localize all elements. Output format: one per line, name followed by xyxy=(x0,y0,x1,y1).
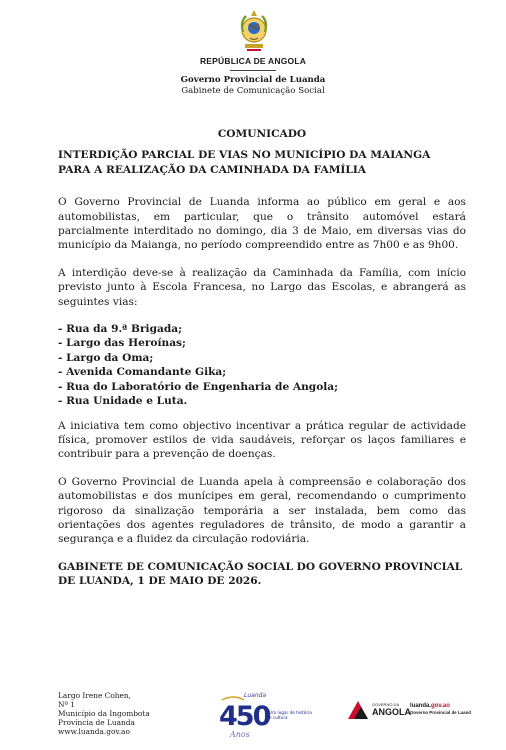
road-item: - Avenida Comandante Gika; xyxy=(58,366,227,379)
anniv-script: Anos xyxy=(230,730,250,739)
address-line: Largo Irene Cohen, xyxy=(58,691,132,700)
governo-angola-logo xyxy=(346,697,471,723)
footer-address xyxy=(58,691,150,736)
communique-title: COMUNICADO xyxy=(217,128,307,140)
address-line: Município da Ingombota xyxy=(58,709,150,718)
anniv-tagline: e cultura xyxy=(269,715,288,720)
paragraph-1: O Governo Provincial de Luanda informa ao público em geral e aos automobilistas, em particular, que o trânsito automóvel estará parcialmente interditado no domingo, dia 3 de Maio, em diversas vias do município da Maianga, no período compreendido entre as 7h00 e as 9h00. xyxy=(58,196,466,252)
anniv-number: 450 xyxy=(219,701,270,732)
paragraph-3: A iniciativa tem como objectivo incentivar a prática regular de actividade física, promover estilos de vida saudáveis, reforçar os laços familiares e contribuir para a prevenção de doenças. xyxy=(58,419,466,461)
paragraph-2: A interdição deve-se à realização da Caminhada da Família, com início previsto junto à Escola Francesa, no Largo das Escolas, e abrangerá as seguintes vias: xyxy=(58,266,466,308)
anniv-city: Luanda xyxy=(244,692,267,699)
angola-coat-of-arms-icon xyxy=(236,8,272,54)
road-item: - Rua Unidade e Luta. xyxy=(58,395,188,408)
republic-label: REPÚBLICA DE ANGOLA xyxy=(199,56,307,66)
office-name: Gabinete de Comunicação Social xyxy=(181,86,325,96)
luanda-450-logo xyxy=(214,688,312,740)
road-item: - Largo da Oma; xyxy=(58,351,154,364)
gov-logo-site[interactable]: luanda.gov.ao xyxy=(410,703,450,709)
gov-logo-country: ANGOLA xyxy=(372,707,411,717)
signature-block: GABINETE DE COMUNICAÇÃO SOCIAL DO GOVERNO PROVINCIAL DE LUANDA, 1 DE MAIO DE 2026. xyxy=(58,560,463,588)
government-name: Governo Provincial de Luanda xyxy=(180,75,326,85)
gov-logo-small: GOVERNO DA xyxy=(372,702,400,707)
road-item: - Rua do Laboratório de Engenharia de Angola; xyxy=(58,380,339,393)
road-item: - Largo das Heroínas; xyxy=(58,337,186,350)
paragraph-4: O Governo Provincial de Luanda apela à compreensão e colaboração dos automobilistas e dos munícipes em geral, recomendando o cumprimento rigoroso da sinalização temporária a ser instalada, bem como das orientações dos agentes reguladores de trânsito, de modo a garantir a segurança e a fluidez da circulação rodoviária. xyxy=(58,475,466,546)
anniv-tagline: Um lugar de história xyxy=(269,710,312,715)
header-divider xyxy=(230,70,276,71)
address-line: Nº 1 xyxy=(58,700,75,709)
gov-logo-name: Governo Provincial de Luand xyxy=(410,710,471,715)
road-list xyxy=(58,322,466,408)
website-link[interactable]: www.luanda.gov.ao xyxy=(58,727,130,736)
communique-headline: INTERDIÇÃO PARCIAL DE VIAS NO MUNICÍPIO DA MAIANGA PARA A REALIZAÇÃO DA CAMINHADA DA FAMÍLIA xyxy=(58,149,431,176)
road-item: - Rua da 9.ª Brigada; xyxy=(58,323,183,336)
communique-body xyxy=(58,127,466,589)
address-line: Província de Luanda xyxy=(58,718,135,727)
